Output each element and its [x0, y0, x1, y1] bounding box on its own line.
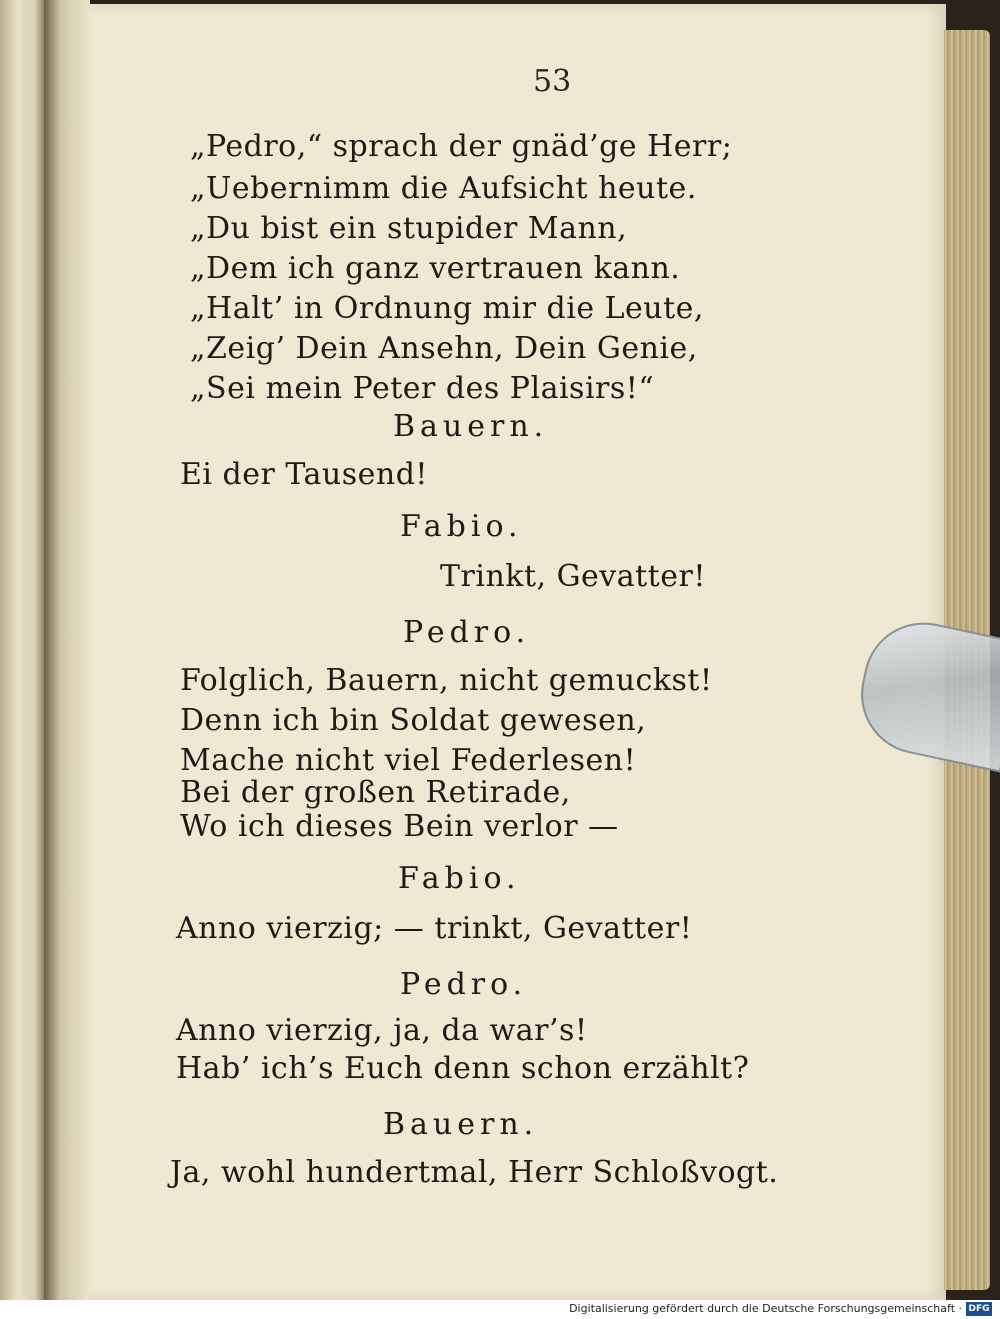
verse-line: Wo ich dieses Bein verlor —: [180, 809, 619, 844]
book-gutter: [44, 0, 90, 1300]
dialogue-line: Anno vierzig; — trinkt, Gevatter!: [176, 911, 693, 946]
verse-line: „Zeig’ Dein Ansehn, Dein Genie,: [190, 331, 698, 366]
dfg-logo: DFG: [966, 1302, 992, 1316]
verse-line: Mache nicht viel Federlesen!: [180, 743, 637, 778]
page-text: [88, 0, 946, 1300]
verse-line: Hab’ ich’s Euch denn schon erzählt?: [176, 1051, 750, 1086]
speaker-label: Bauern.: [393, 409, 549, 444]
verse-line: Bei der großen Retirade,: [180, 775, 571, 810]
dialogue-line: Ei der Tausend!: [180, 457, 428, 492]
left-page: [0, 0, 44, 1300]
speaker-label: Pedro.: [400, 967, 528, 1002]
verse-line: „Dem ich ganz vertrauen kann.: [190, 251, 681, 286]
footer-credit: Digitalisierung gefördert durch die Deutsche Forschungsgemeinschaft ·: [569, 1302, 962, 1315]
verse-line: Folglich, Bauern, nicht gemuckst!: [180, 663, 713, 698]
verse-line: „Halt’ in Ordnung mir die Leute,: [190, 291, 704, 326]
verse-line: „Du bist ein stupider Mann,: [190, 211, 628, 246]
verse-line: Anno vierzig, ja, da war’s!: [176, 1013, 588, 1048]
dialogue-line: Trinkt, Gevatter!: [440, 559, 706, 594]
verse-line: „Uebernimm die Aufsicht heute.: [190, 171, 697, 206]
verse-line: „Pedro,“ sprach der gnäd’ge Herr;: [190, 129, 733, 164]
speaker-label: Fabio.: [398, 861, 521, 896]
page-number: 53: [533, 64, 572, 99]
speaker-label: Pedro.: [403, 615, 531, 650]
speaker-label: Bauern.: [383, 1107, 539, 1142]
verse-line: Denn ich bin Soldat gewesen,: [180, 703, 647, 738]
speaker-label: Fabio.: [400, 509, 523, 544]
dialogue-line: Ja, wohl hundertmal, Herr Schloßvogt.: [170, 1155, 779, 1190]
verse-line: „Sei mein Peter des Plaisirs!“: [190, 371, 655, 406]
